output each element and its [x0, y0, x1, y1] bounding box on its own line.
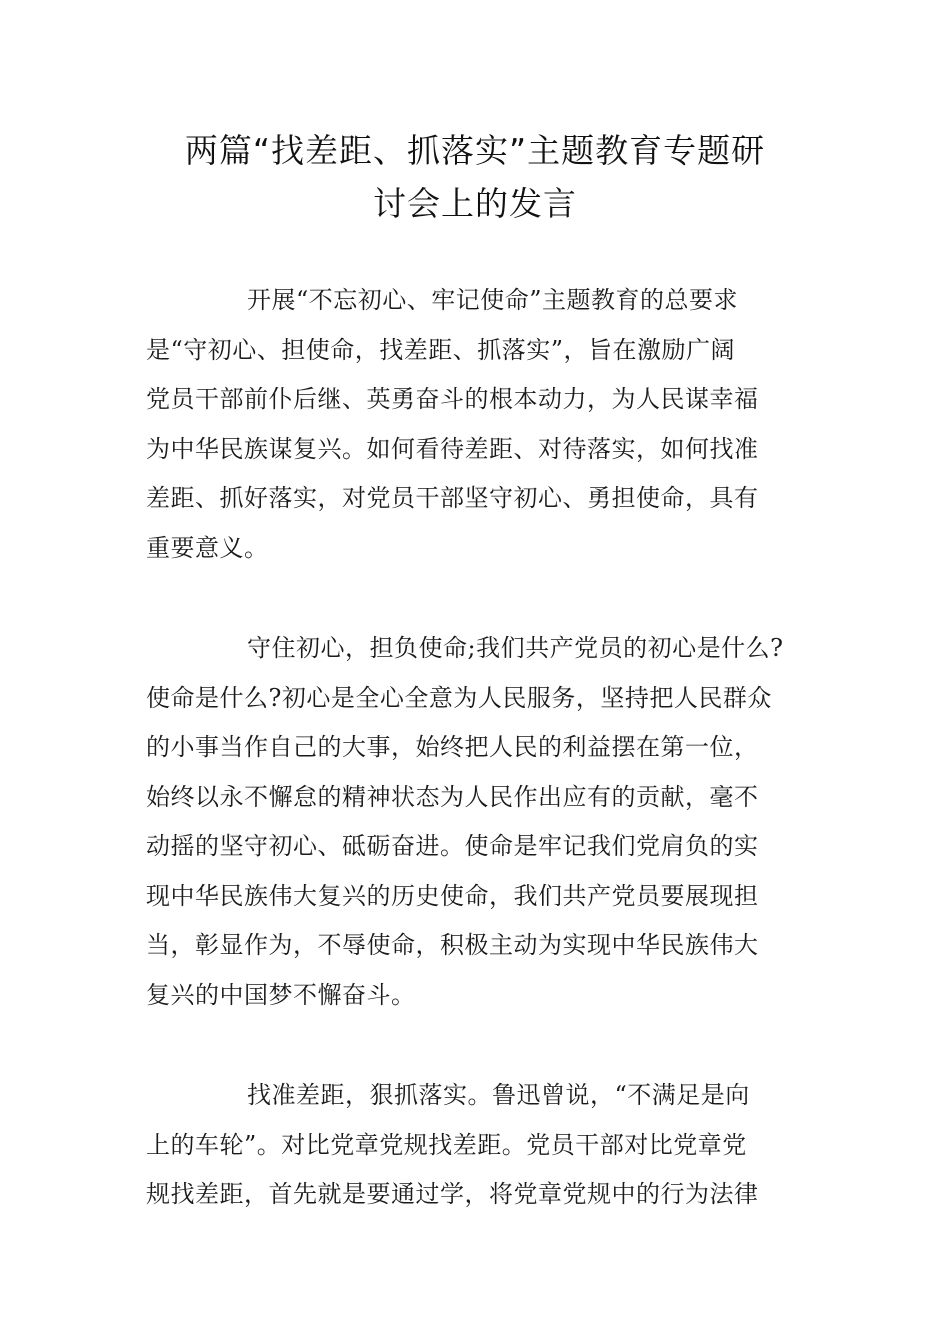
paragraph-line: 的小事当作自己的大事，始终把人民的利益摆在第一位，: [146, 733, 759, 761]
paragraph-line: 上的车轮”。对比党章党规找差距。党员干部对比党章党: [146, 1130, 747, 1159]
document-title: [120, 124, 830, 230]
paragraph-line: 找准差距，狠抓落实。鲁迅曾说，“不满足是向: [247, 1081, 750, 1109]
paragraph-line: 开展“不忘初心、牢记使命”主题教育的总要求: [247, 286, 739, 314]
paragraph-line: 为中华民族谋复兴。如何看待差距、对待落实，如何找准: [146, 434, 759, 463]
paragraph-line: 差距、抓好落实，对党员干部坚守初心、勇担使命，具有: [146, 484, 759, 512]
paragraph-line: 使命是什么?初心是全心全意为人民服务，坚持把人民群众: [146, 683, 772, 712]
paragraph-2: [146, 624, 810, 1020]
paragraph-1: [146, 276, 810, 573]
title-line-2: 讨会上的发言: [373, 184, 577, 223]
paragraph-line: 始终以永不懈怠的精神状态为人民作出应有的贡献，毫不: [146, 782, 759, 811]
title-line-1: 两篇“找差距、抓落实”主题教育专题研: [184, 131, 766, 170]
paragraph-line: 守住初心，担负使命;我们共产党员的初心是什么?: [247, 634, 784, 662]
paragraph-3: [146, 1071, 810, 1220]
paragraph-line: 复兴的中国梦不懈奋斗。: [146, 980, 416, 1009]
paragraph-line: 现中华民族伟大复兴的历史使命，我们共产党员要展现担: [146, 881, 759, 910]
paragraph-line: 规找差距，首先就是要通过学，将党章党规中的行为法律: [146, 1180, 759, 1208]
paragraph-line: 当，彰显作为，不辱使命，积极主动为实现中华民族伟大: [146, 931, 759, 959]
paragraph-line: 党员干部前仆后继、英勇奋斗的根本动力，为人民谋幸福: [146, 385, 759, 413]
paragraph-line: 重要意义。: [146, 533, 269, 562]
paragraph-line: 是“守初心、担使命，找差距、抓落实”，旨在激励广阔: [146, 335, 736, 364]
paragraph-line: 动摇的坚守初心、砥砺奋进。使命是牢记我们党肩负的实: [146, 832, 759, 860]
